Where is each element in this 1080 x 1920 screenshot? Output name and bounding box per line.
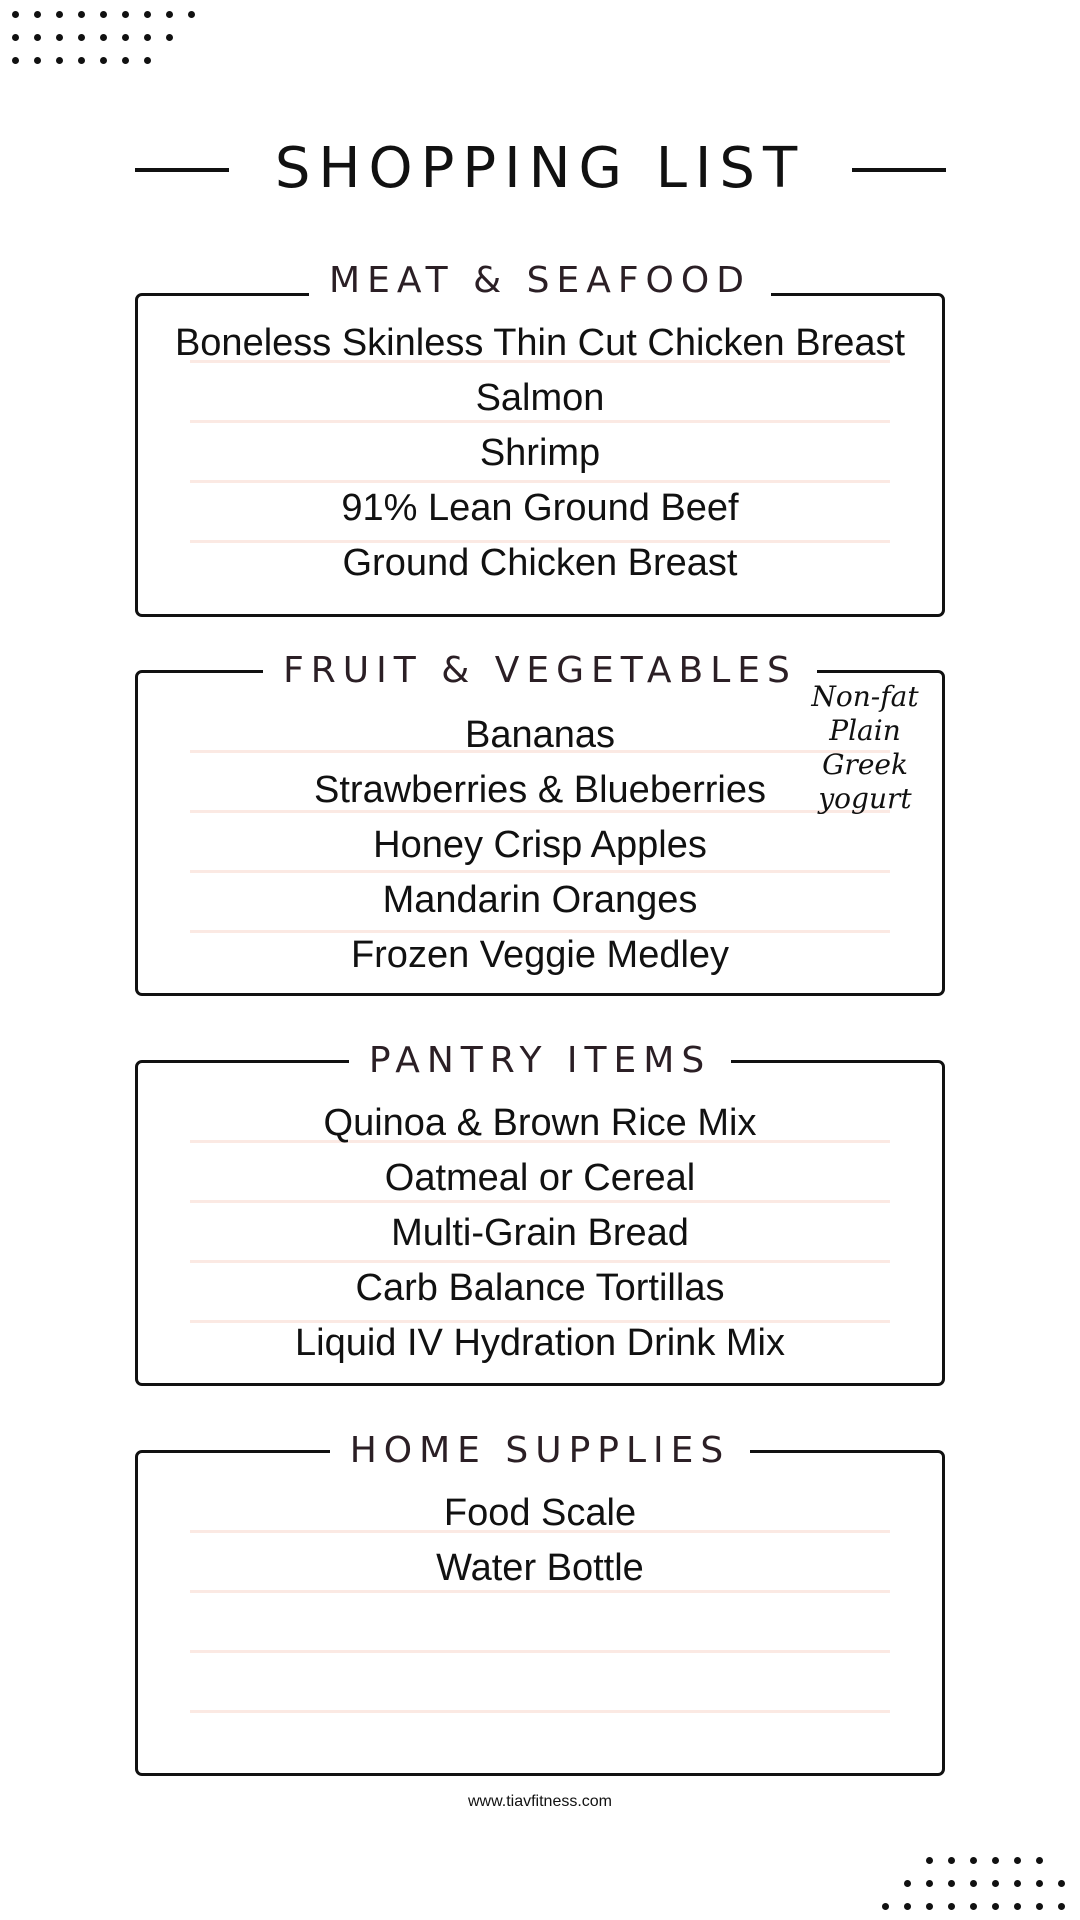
list-item: Bananas: [464, 714, 615, 756]
list-item: Liquid IV Hydration Drink Mix: [295, 1322, 785, 1364]
footer-website: www.tiavfitness.com: [467, 1793, 613, 1810]
list-rule: [190, 1650, 890, 1653]
list-item: Frozen Veggie Medley: [350, 934, 730, 976]
dots-decoration-bottom: [860, 1845, 1080, 1920]
title-line-right: [852, 168, 946, 172]
title-row: [0, 130, 1080, 210]
section-heading: FRUIT & VEGETABLES: [135, 650, 945, 691]
page-title: SHOPPING LIST: [274, 136, 806, 201]
section-heading: HOME SUPPLIES: [135, 1430, 945, 1471]
list-item: Carb Balance Tortillas: [355, 1267, 725, 1309]
list-item: Mandarin Oranges: [382, 879, 698, 921]
list-item: Food Scale: [443, 1492, 637, 1534]
list-item: Salmon: [475, 377, 605, 419]
section-pantry-items: [135, 1040, 945, 1390]
section-heading: PANTRY ITEMS: [135, 1040, 945, 1081]
list-item: Ground Chicken Breast: [342, 542, 738, 584]
list-item: Multi-Grain Bread: [391, 1212, 689, 1254]
section-heading: MEAT & SEAFOOD: [135, 260, 945, 301]
list-item: Strawberries & Blueberries: [314, 769, 766, 811]
list-item: Oatmeal or Cereal: [384, 1157, 696, 1199]
section-meat-seafood: [135, 260, 945, 620]
list-item: Quinoa & Brown Rice Mix: [323, 1102, 757, 1144]
list-item: Boneless Skinless Thin Cut Chicken Breast: [174, 322, 906, 364]
section-home-supplies: [135, 1430, 945, 1780]
list-rule: [190, 870, 890, 873]
list-item: Shrimp: [479, 432, 601, 474]
list-item: 91% Lean Ground Beef: [341, 487, 739, 529]
list-rule: [190, 1710, 890, 1713]
section-fruit-vegetables: [135, 650, 945, 1000]
list-item: Water Bottle: [436, 1547, 644, 1589]
list-item: Honey Crisp Apples: [373, 824, 707, 866]
handwritten-note: Non-fat Plain Greek yogurt: [811, 680, 919, 815]
dots-decoration-top: [0, 0, 220, 70]
